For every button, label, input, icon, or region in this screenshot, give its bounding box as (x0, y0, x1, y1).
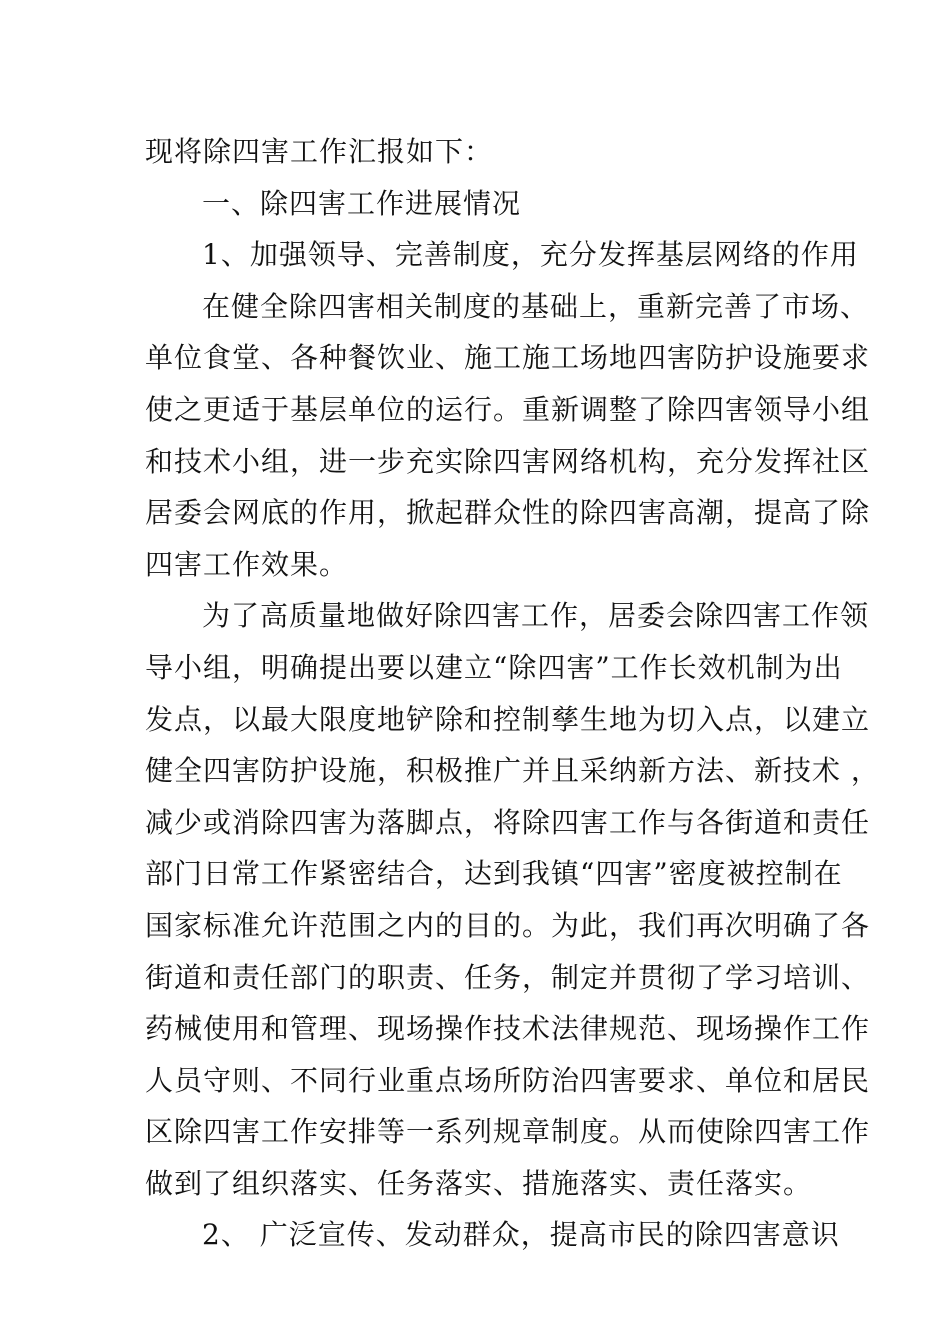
paragraph-2-line: 为了高质量地做好除四害工作，居委会除四害工作领 (202, 599, 870, 633)
subsection-heading-2: 2、 广泛宣传、发动群众，提高市民的除四害意识 (202, 1218, 840, 1252)
paragraph-2-line: 做到了组织落实、任务落实、措施落实、责任落实。 (145, 1166, 813, 1200)
paragraph-1-line: 居委会网底的作用，掀起群众性的除四害高潮，提高了除 (145, 496, 871, 530)
paragraph-2-line: 区除四害工作安排等一系列规章制度。从而使除四害工作 (145, 1115, 871, 1149)
paragraph-2-line: 健全四害防护设施，积极推广并且采纳新方法、新技术 ， (145, 754, 880, 788)
subsection-heading-1: 1、加强领导、完善制度，充分发挥基层网络的作用 (202, 238, 859, 272)
paragraph-2-line: 导小组，明确提出要以建立“除四害”工作长效机制为出 (145, 650, 843, 684)
paragraph-2-line: 人员守则、不同行业重点场所防治四害要求、单位和居民 (145, 1063, 871, 1097)
paragraph-2-line: 部门日常工作紧密结合，达到我镇“四害”密度被控制在 (145, 857, 843, 891)
paragraph-1-line: 使之更适于基层单位的运行。重新调整了除四害领导小组 (145, 392, 871, 426)
paragraph-1-line: 在健全除四害相关制度的基础上，重新完善了市场、 (202, 289, 870, 323)
paragraph-2-line: 街道和责任部门的职责、任务，制定并贯彻了学习培训、 (145, 960, 871, 994)
paragraph-2-line: 发点，以最大限度地铲除和控制孳生地为切入点，以建立 (145, 702, 871, 736)
paragraph-2-line: 减少或消除四害为落脚点，将除四害工作与各街道和责任 (145, 805, 871, 839)
paragraph-1-line: 单位食堂、各种餐饮业、施工施工场地四害防护设施要求 (145, 341, 871, 375)
paragraph-1-line: 和技术小组，进一步充实除四害网络机构，充分发挥社区 (145, 444, 871, 478)
paragraph-2-line: 药械使用和管理、现场操作技术法律规范、现场操作工作 (145, 1012, 871, 1046)
intro-line: 现将除四害工作汇报如下： (145, 135, 494, 168)
paragraph-1-line: 四害工作效果。 (145, 547, 349, 581)
section-heading: 一、除四害工作进展情况 (202, 186, 522, 220)
paragraph-2-line: 国家标准允许范围之内的目的。为此，我们再次明确了各 (145, 908, 871, 942)
document-body (145, 126, 880, 1261)
